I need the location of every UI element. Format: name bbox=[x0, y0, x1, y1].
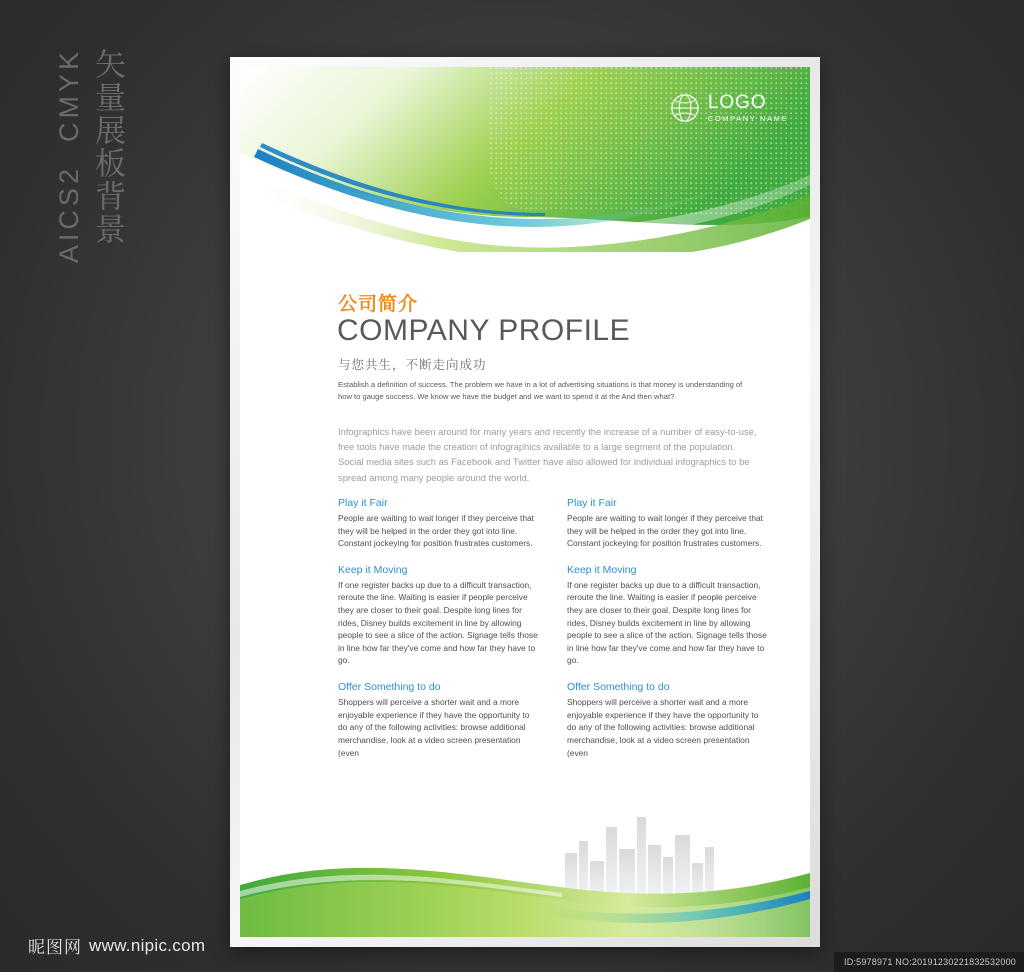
poster-frame bbox=[230, 57, 820, 947]
info-block bbox=[338, 681, 539, 759]
city-skyline bbox=[565, 817, 714, 897]
logo-title: LOGO bbox=[707, 92, 767, 114]
info-block-heading: Offer Something to do bbox=[567, 681, 670, 694]
info-block-body: If one register backs up due to a difficult transaction, reroute the line. Waiting is easier if people perceive they are closer to their goal. Despite long lines for rides, Disney builds excitement in line by allowing people to see a slice of the action. Signage tells those in line how far they've come and how far they have to go. bbox=[567, 579, 767, 666]
intro-paragraph-1: Establish a definition of success. The problem we have in a lot of advertising situations is that money is understanding of how to gauge success. We know we have the budget and we want to spend it at the And then what? bbox=[338, 380, 743, 401]
info-block-body: If one register backs up due to a difficult transaction, reroute the line. Waiting is easier if people perceive they are closer to their goal. Despite long lines for rides, Disney builds excitement in line by allowing people to see a slice of the action. Signage tells those in line how far they've come and how far they have to go. bbox=[338, 579, 538, 666]
two-column-section bbox=[338, 497, 768, 773]
title-cn: 公司简介 bbox=[338, 294, 419, 315]
info-block bbox=[338, 564, 539, 667]
subtitle-cn: 与您共生，不断走向成功 bbox=[338, 358, 487, 372]
caption-cn: 矢量展板背景 bbox=[90, 48, 125, 246]
info-block-heading: Keep it Moving bbox=[567, 563, 637, 576]
info-block bbox=[567, 564, 768, 667]
watermark-url: www.nipic.com bbox=[89, 935, 206, 955]
poster-page bbox=[240, 67, 810, 937]
site-watermark bbox=[28, 933, 205, 958]
caption-en: AICS2 CMYK bbox=[54, 48, 84, 264]
footer-artwork bbox=[240, 787, 810, 937]
stock-site-caption bbox=[52, 48, 130, 263]
watermark-logo: 昵图网 bbox=[28, 938, 82, 957]
logo-subtitle: COMPANY NAME bbox=[707, 114, 788, 124]
info-block-body: Shoppers will perceive a shorter wait and a more enjoyable experience if they have the opportunity to do any of the following activities: browse additional merchandise, look at a video screen presentation (even bbox=[338, 697, 530, 758]
column-right bbox=[567, 497, 768, 773]
page-title: COMPANY PROFILE bbox=[337, 314, 631, 347]
info-block bbox=[567, 497, 768, 550]
info-block-body: People are waiting to wait longer if they perceive that they will be helped in the order they got into line. Constant jockeying for position frustrates customers. bbox=[338, 513, 534, 549]
column-left bbox=[338, 497, 539, 773]
info-block-body: People are waiting to wait longer if they perceive that they will be helped in the order they got into line. Constant jockeying for position frustrates customers. bbox=[567, 513, 763, 549]
info-block-heading: Play it Fair bbox=[567, 497, 617, 509]
info-block bbox=[338, 497, 539, 550]
info-block-heading: Play it Fair bbox=[338, 497, 388, 509]
info-block bbox=[567, 681, 768, 759]
info-block-heading: Offer Something to do bbox=[338, 681, 441, 694]
intro-paragraph-2: Infographics have been around for many years and recently the increase of a number of easy-to-use, free tools have made the creation of infographics available to a large segment of the population. Social media sites such as Facebook and Twitter have also allowed for individual infographics to be spread among many people around the world. bbox=[338, 426, 757, 483]
info-block-body: Shoppers will perceive a shorter wait and a more enjoyable experience if they have the opportunity to do any of the following activities: browse additional merchandise, look at a video screen presentation (even bbox=[567, 697, 759, 758]
image-id-bar: ID:5978971 NO:20191230221832532000 bbox=[834, 952, 1024, 972]
info-block-heading: Keep it Moving bbox=[338, 563, 408, 576]
